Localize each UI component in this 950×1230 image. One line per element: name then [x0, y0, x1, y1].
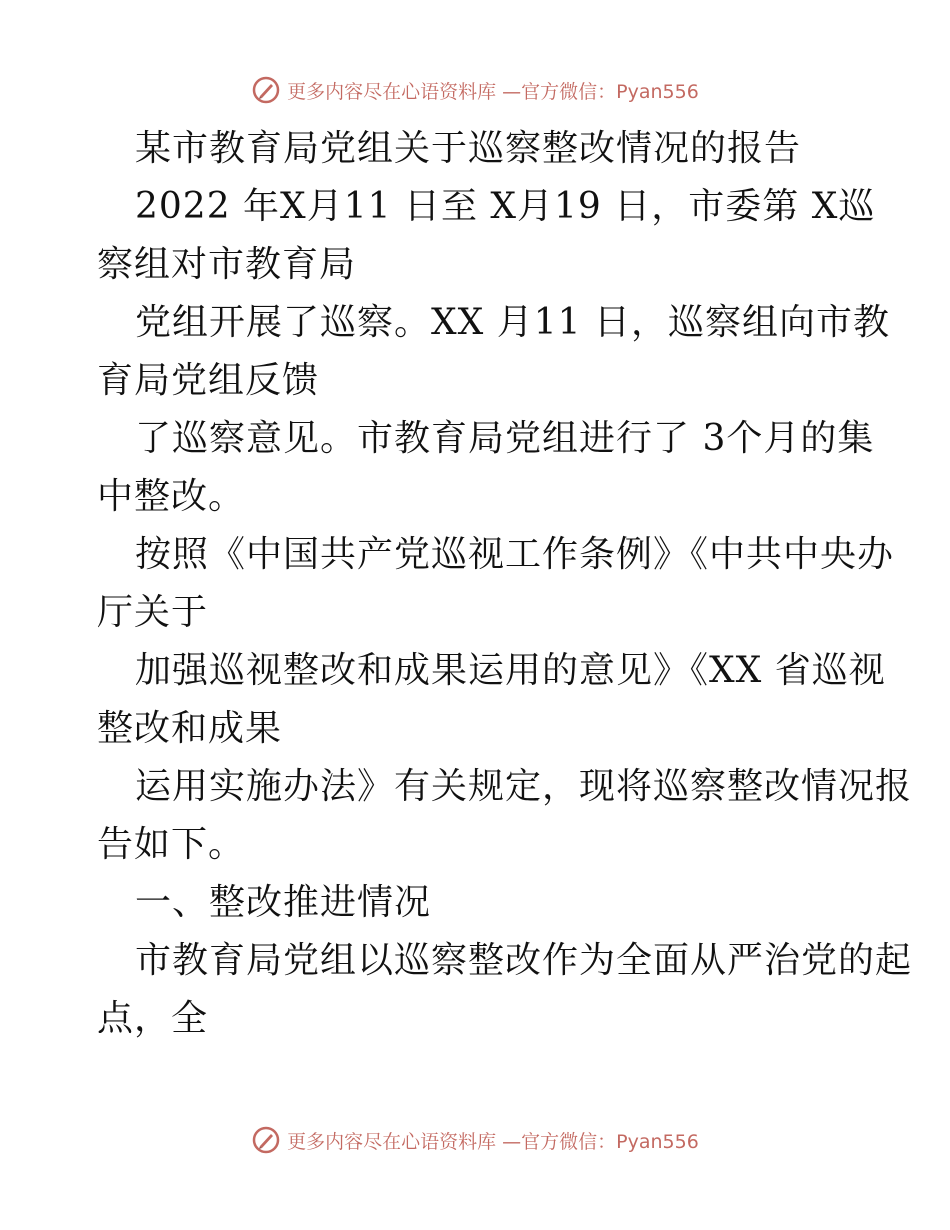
pen-logo-icon [251, 1125, 281, 1155]
paragraph-line: 告如下。 [97, 824, 246, 865]
watermark-group [251, 1125, 699, 1155]
paragraph-line: 党组开展了巡察。XX 月11 日，巡察组向市教 [135, 302, 890, 343]
paragraph-line: 了巡察意见。市教育局党组进行了 3个月的集 [135, 418, 875, 459]
paragraph-line: 加强巡视整改和成果运用的意见》《XX 省巡视 [135, 650, 886, 691]
watermark-text: 更多内容尽在心语资料库 [287, 80, 497, 103]
watermark-group [251, 75, 699, 105]
document-body [97, 120, 913, 1048]
paragraph-line: 运用实施办法》有关规定，现将巡察整改情况报 [135, 766, 913, 807]
paragraph-line: 按照《中国共产党巡视工作条例》《中共中央办 [135, 534, 895, 575]
watermark-suffix: —官方微信：Pyan556 [502, 1130, 699, 1153]
paragraph-line: 整改和成果 [97, 708, 283, 749]
footer-watermark [0, 1120, 950, 1160]
paragraph-line: 育局党组反馈 [97, 360, 320, 401]
paragraph-line: 市教育局党组以巡察整改作为全面从严治党的起 [135, 940, 913, 981]
paragraph-line: 2022 年X月11 日至 X月19 日，市委第 X巡 [135, 186, 876, 227]
document-title: 某市教育局党组关于巡察整改情况的报告 [135, 128, 802, 169]
paragraph-line: 中整改。 [97, 476, 246, 517]
paragraph-line: 厅关于 [97, 592, 209, 633]
watermark-text: 更多内容尽在心语资料库 [287, 1130, 497, 1153]
section-heading: 一、整改推进情况 [135, 882, 432, 923]
watermark-suffix: —官方微信：Pyan556 [502, 80, 699, 103]
pen-logo-icon [251, 75, 281, 105]
header-watermark [0, 70, 950, 110]
paragraph-line: 点，全 [97, 998, 209, 1039]
paragraph-line: 察组对市教育局 [97, 244, 357, 285]
